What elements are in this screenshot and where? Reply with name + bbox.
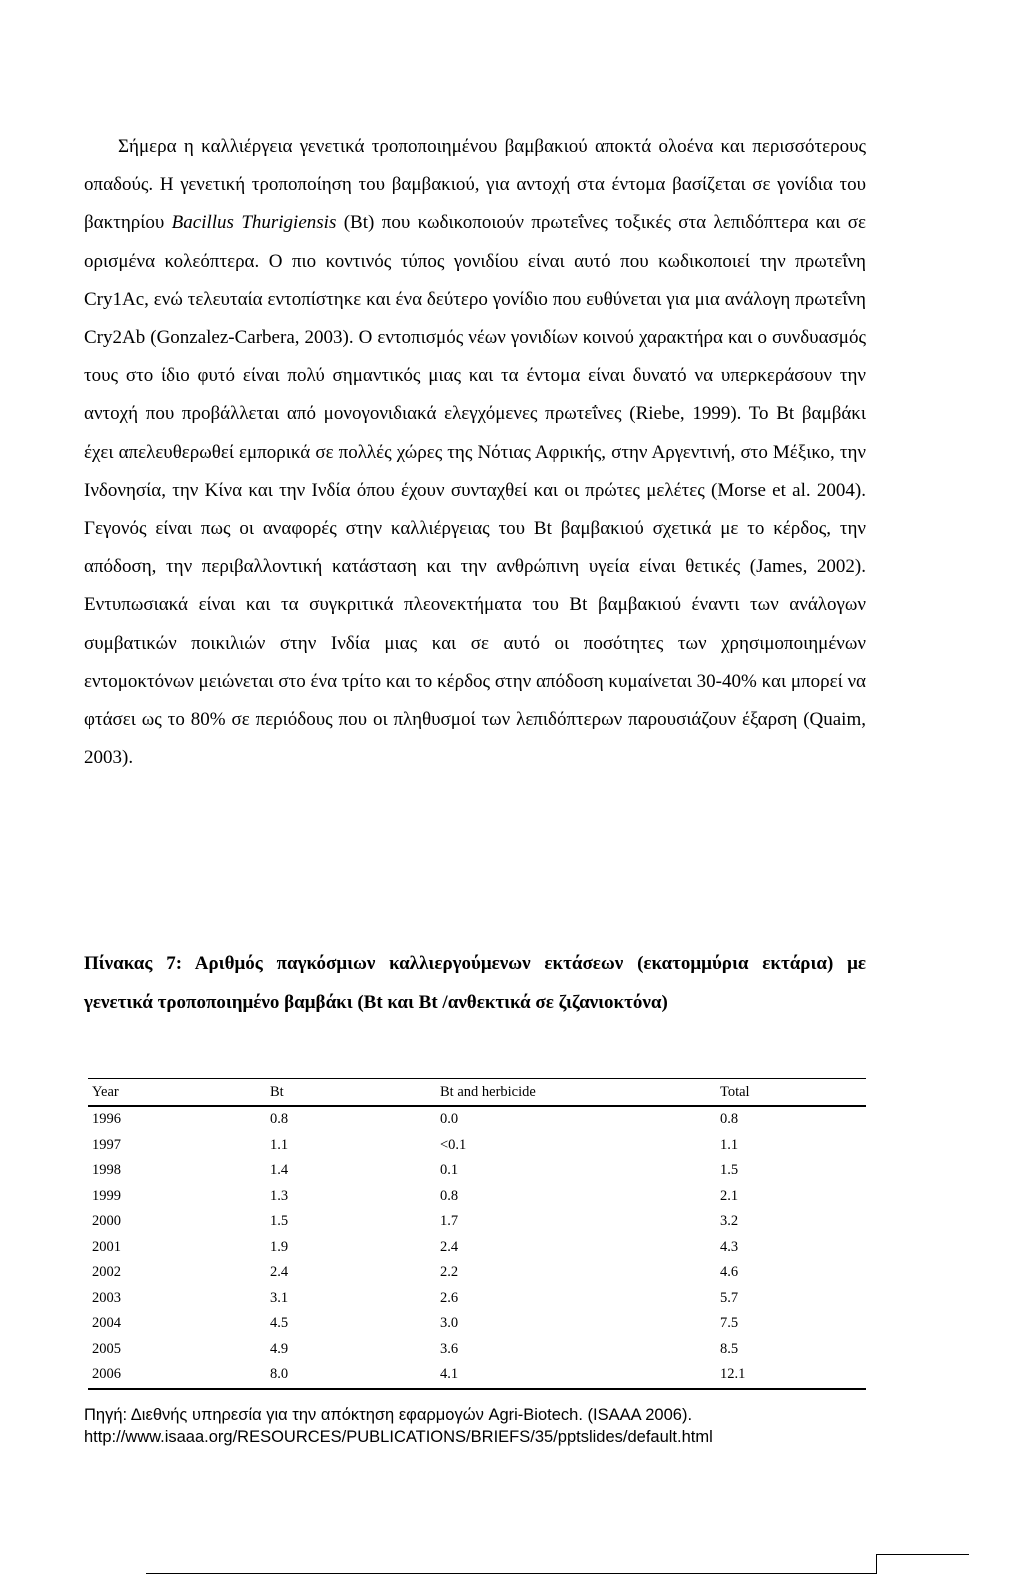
header-bt: Bt (270, 1083, 284, 1100)
cell-bt: 1.1 (270, 1136, 289, 1153)
cell-total: 8.5 (720, 1340, 739, 1357)
cell-year: 1999 (92, 1187, 121, 1204)
cell-bt-herbicide: 0.0 (440, 1111, 459, 1128)
cell-bt-herbicide: 0.8 (440, 1187, 459, 1204)
cell-bt: 3.1 (270, 1289, 289, 1306)
cell-total: 0.8 (720, 1111, 739, 1128)
cell-bt: 4.5 (270, 1315, 289, 1332)
cell-bt: 1.4 (270, 1162, 289, 1179)
table-row (88, 1311, 866, 1337)
cell-year: 1997 (92, 1136, 121, 1153)
cell-total: 3.2 (720, 1213, 739, 1230)
cell-bt-herbicide: 3.6 (440, 1340, 459, 1357)
cell-bt-herbicide: 0.1 (440, 1162, 459, 1179)
source-text: Πηγή: Διεθνής υπηρεσία για την απόκτηση εφαρμογών Agri-Biotech. (ISAAA 2006). (84, 1406, 693, 1424)
table-row (88, 1209, 866, 1235)
cell-total: 2.1 (720, 1187, 739, 1204)
source-note (84, 1404, 884, 1448)
paragraph-text-2: (Bt) που κωδικοποιούν πρωτεΐνες τοξικές στα λεπιδόπτερα και σε ορισμένα κολεόπτερα. Ο πιο κοντινός τύπος γονιδίου είναι αυτό που κωδικοποιεί την πρωτεΐνη Cry1Ac, ενώ τελευταία εντοπίστηκε και ένα δεύτερο γονίδιο που ευθύνεται για μια ανάλογη πρωτεΐνη Cry2Ab (Gonzalez-Carbera, 2003). Ο εντοπισμός νέων γονιδίων κοινού χαρακτήρα και ο συνδυασμός τους στο ίδιο φυτό είναι πολύ σημαντικός μιας και τα έντομα είναι δυνατό να υπερκεράσουν την αντοχή που προβάλλεται από μονογονιδιακά ελεγχόμενες πρωτεΐνες (Riebe, 1999). Το Bt βαμβάκι έχει απελευθερωθεί εμπορικά σε πολλές χώρες της Νότιας Αφρικής, στην Αργεντινή, στο Μέξικο, την Ινδονησία, την Κίνα και την Ινδία όπου έχουν συνταχθεί και οι πρώτες μελέτες (Morse et al. 2004). Γεγονός είναι πως οι αναφορές στην καλλιέργειας του Bt βαμβακιού σχετικά με το κέρδος, την απόδοση, την περιβαλλοντική κατάσταση και την ανθρώπινη υγεία είναι θετικές (James, 2002). Εντυπωσιακά είναι και τα συγκριτικά πλεονεκτήματα του Bt βαμβακιού έναντι των ανάλογων συμβατικών ποικιλιών στην Ινδία μιας και σε αυτό οι ποσότητες των χρησιμοποιημένων εντομοκτόνων μειώνεται στο ένα τρίτο και το κέρδος στην απόδοση κυμαίνεται 30-40% και μπορεί να φτάσει ως το 80% σε περιόδους που οι πληθυσμοί των λεπιδόπτερων παρουσιάζουν έξαρση (Quaim, 2003). (84, 212, 866, 769)
table-row (88, 1362, 866, 1389)
cell-bt: 2.4 (270, 1264, 289, 1281)
cotton-area-table (88, 1078, 866, 1390)
table-header-row (88, 1079, 866, 1107)
cell-year: 2002 (92, 1264, 121, 1281)
cell-bt: 8.0 (270, 1366, 289, 1383)
body-paragraph (84, 128, 866, 777)
cell-total: 4.3 (720, 1238, 739, 1255)
cell-bt-herbicide: 4.1 (440, 1366, 459, 1383)
table-row (88, 1235, 866, 1261)
cell-bt: 1.3 (270, 1187, 289, 1204)
cell-total: 12.1 (720, 1366, 746, 1383)
cell-bt: 1.9 (270, 1238, 289, 1255)
header-bt-herbicide: Bt and herbicide (440, 1083, 536, 1100)
cell-year: 2006 (92, 1366, 121, 1383)
cell-year: 2003 (92, 1289, 121, 1306)
footer-mark (876, 1554, 969, 1574)
footer-rule (146, 1573, 876, 1574)
cell-bt-herbicide: 3.0 (440, 1315, 459, 1332)
header-total: Total (720, 1083, 750, 1100)
cell-year: 2001 (92, 1238, 121, 1255)
cell-total: 5.7 (720, 1289, 739, 1306)
table-row (88, 1158, 866, 1184)
table-row (88, 1133, 866, 1159)
cell-bt-herbicide: 2.6 (440, 1289, 459, 1306)
cell-total: 4.6 (720, 1264, 739, 1281)
cell-total: 7.5 (720, 1315, 739, 1332)
table-row (88, 1260, 866, 1286)
cell-year: 2005 (92, 1340, 121, 1357)
table-row (88, 1337, 866, 1363)
species-name: Bacillus Thurigiensis (171, 212, 337, 234)
cell-total: 1.5 (720, 1162, 739, 1179)
table-row (88, 1184, 866, 1210)
cell-bt: 0.8 (270, 1111, 289, 1128)
source-url: http://www.isaaa.org/RESOURCES/PUBLICATIONS/BRIEFS/35/pptslides/default.html (84, 1428, 713, 1446)
header-year: Year (92, 1083, 119, 1100)
cell-year: 2000 (92, 1213, 121, 1230)
cell-bt-herbicide: <0.1 (440, 1136, 467, 1153)
table-row (88, 1106, 866, 1133)
cell-bt-herbicide: 2.2 (440, 1264, 459, 1281)
table-row (88, 1286, 866, 1312)
cell-year: 1996 (92, 1111, 121, 1128)
cell-year: 2004 (92, 1315, 121, 1332)
cell-bt-herbicide: 1.7 (440, 1213, 459, 1230)
cell-total: 1.1 (720, 1136, 739, 1153)
cell-bt: 4.9 (270, 1340, 289, 1357)
table-caption: Πίνακας 7: Αριθμός παγκόσμιων καλλιεργούμενων εκτάσεων (εκατομμύρια εκτάρια) με γενετικά τροποποιημένο βαμβάκι (Bt και Bt /ανθεκτικά σε ζιζανιοκτόνα) (84, 953, 866, 1013)
cell-year: 1998 (92, 1162, 121, 1179)
cell-bt: 1.5 (270, 1213, 289, 1230)
cell-bt-herbicide: 2.4 (440, 1238, 459, 1255)
paragraph-text-1: Σήμερα η καλλιέργεια γενετικά τροποποιημένου βαμβακιού αποκτά ολοένα και περισσότερους οπαδούς. Η γενετική τροποποίηση του βαμβακιού, για αντοχή στα έντομα βασίζεται σε γονίδια του βακτηρίου (84, 136, 866, 234)
